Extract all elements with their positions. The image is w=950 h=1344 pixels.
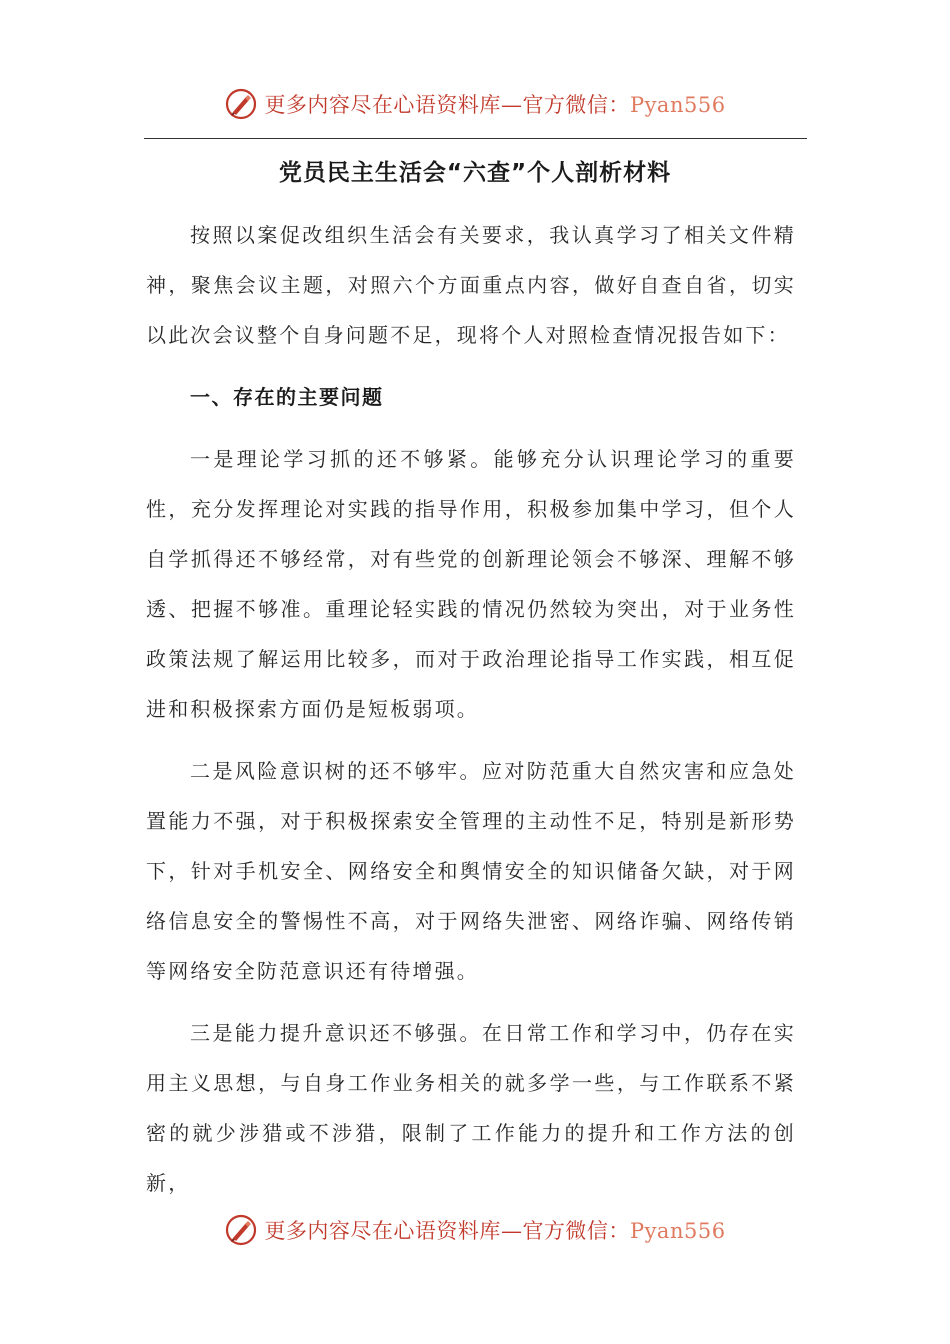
banner-contact-label: 官方微信： (522, 93, 630, 117)
banner-contact-id: Pyan556 (629, 1219, 726, 1243)
banner-dash: — (500, 1219, 523, 1243)
header-divider (144, 138, 807, 139)
banner-contact-label: 官方微信： (522, 1219, 630, 1243)
banner-contact-id: Pyan556 (629, 93, 726, 117)
section-heading: 一、存在的主要问题 (190, 385, 384, 409)
pen-logo-icon (224, 87, 258, 121)
body-paragraph: 三是能力提升意识还不够强。在日常工作和学习中，仍存在实用主义思想，与自身工作业务相关的就多学一些，与工作联系不紧密的就少涉猎或不涉猎，限制了工作能力的提升和工作方法的创新， (146, 1021, 796, 1195)
footer-banner-text (264, 1215, 725, 1245)
banner-site-name: 更多内容尽在心语资料库 (264, 93, 501, 117)
body-paragraph: 二是风险意识树的还不够牢。应对防范重大自然灾害和应急处置能力不强，对于积极探索安全管理的主动性不足，特别是新形势下，针对手机安全、网络安全和舆情安全的知识储备欠缺，对于网络信息安全的警惕性不高，对于网络失泄密、网络诈骗、网络传销等网络安全防范意识还有待增强。 (146, 759, 796, 983)
pen-logo-icon (224, 1213, 258, 1247)
footer-banner (0, 1210, 950, 1250)
intro-paragraph: 按照以案促改组织生活会有关要求，我认真学习了相关文件精神，聚焦会议主题，对照六个方面重点内容，做好自查自省，切实以此次会议整个自身问题不足，现将个人对照检查情况报告如下： (146, 223, 796, 347)
header-banner-text (264, 89, 725, 119)
document-body (146, 210, 796, 1220)
document-title: 党员民主生活会“六查”个人剖析材料 (278, 160, 672, 186)
banner-dash: — (500, 93, 523, 117)
banner-site-name: 更多内容尽在心语资料库 (264, 1219, 501, 1243)
body-paragraph: 一是理论学习抓的还不够紧。能够充分认识理论学习的重要性，充分发挥理论对实践的指导作用，积极参加集中学习，但个人自学抓得还不够经常，对有些党的创新理论领会不够深、理解不够透、把握不够准。重理论轻实践的情况仍然较为突出，对于业务性政策法规了解运用比较多，而对于政治理论指导工作实践，相互促进和积极探索方面仍是短板弱项。 (146, 447, 796, 721)
header-banner (0, 84, 950, 124)
